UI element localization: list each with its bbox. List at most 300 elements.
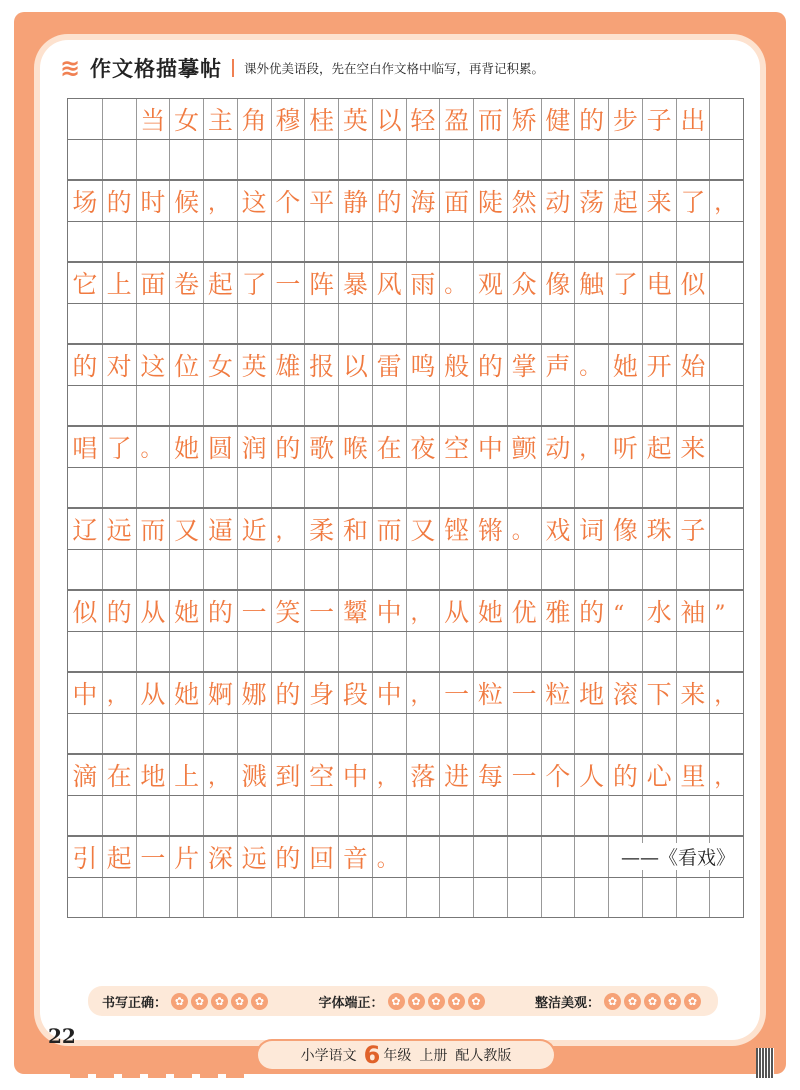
practice-cell[interactable] bbox=[676, 550, 710, 589]
eval-item-correct bbox=[102, 992, 271, 1011]
practice-cell[interactable] bbox=[102, 468, 136, 507]
flower-star-icon[interactable]: ✿ bbox=[191, 993, 208, 1010]
practice-cell[interactable] bbox=[439, 796, 473, 835]
practice-cell[interactable] bbox=[608, 222, 642, 261]
practice-cell[interactable] bbox=[507, 304, 541, 343]
grid-cell: 在 bbox=[372, 427, 406, 467]
practice-row[interactable] bbox=[67, 221, 744, 262]
practice-cell[interactable] bbox=[304, 796, 338, 835]
practice-cell[interactable] bbox=[169, 468, 203, 507]
practice-cell[interactable] bbox=[642, 386, 676, 425]
grid-cell: 场 bbox=[72, 188, 98, 217]
practice-cell[interactable] bbox=[541, 550, 575, 589]
practice-cell[interactable] bbox=[203, 632, 237, 671]
practice-cell[interactable] bbox=[271, 632, 305, 671]
practice-cell[interactable] bbox=[372, 796, 406, 835]
practice-cell[interactable] bbox=[68, 714, 102, 753]
practice-cell[interactable] bbox=[676, 222, 710, 261]
practice-row[interactable] bbox=[67, 303, 744, 344]
practice-cell[interactable] bbox=[473, 632, 507, 671]
practice-cell[interactable] bbox=[338, 140, 372, 179]
grid-cell: 婀 bbox=[203, 673, 237, 713]
practice-cell[interactable] bbox=[169, 550, 203, 589]
flower-star-icon[interactable]: ✿ bbox=[644, 993, 661, 1010]
practice-cell[interactable] bbox=[439, 468, 473, 507]
practice-cell[interactable] bbox=[338, 386, 372, 425]
practice-cell[interactable] bbox=[203, 304, 237, 343]
practice-cell[interactable] bbox=[709, 550, 743, 589]
practice-cell[interactable] bbox=[136, 468, 170, 507]
eval-item-neat-font bbox=[318, 992, 487, 1011]
practice-cell[interactable] bbox=[136, 796, 170, 835]
grid-cell: 落 bbox=[406, 755, 440, 795]
practice-cell[interactable] bbox=[541, 468, 575, 507]
practice-row[interactable] bbox=[67, 139, 744, 180]
practice-cell[interactable] bbox=[169, 878, 203, 917]
practice-cell[interactable] bbox=[439, 714, 473, 753]
practice-cell[interactable] bbox=[102, 796, 136, 835]
practice-row[interactable] bbox=[67, 631, 744, 672]
grid-cell: 角 bbox=[237, 99, 271, 139]
practice-cell[interactable] bbox=[439, 222, 473, 261]
grid-cell: 颤 bbox=[507, 427, 541, 467]
grid-cell: 海 bbox=[406, 181, 440, 221]
practice-cell[interactable] bbox=[608, 140, 642, 179]
practice-cell[interactable] bbox=[608, 796, 642, 835]
practice-cell[interactable] bbox=[507, 222, 541, 261]
practice-cell[interactable] bbox=[68, 878, 102, 917]
grid-cell: 颦 bbox=[338, 591, 372, 631]
practice-cell[interactable] bbox=[338, 550, 372, 589]
practice-cell[interactable] bbox=[574, 550, 608, 589]
practice-cell[interactable] bbox=[507, 632, 541, 671]
practice-cell[interactable] bbox=[237, 386, 271, 425]
practice-cell[interactable] bbox=[541, 878, 575, 917]
practice-cell[interactable] bbox=[676, 468, 710, 507]
grid-cell: 出 bbox=[676, 99, 710, 139]
flower-star-icon[interactable]: ✿ bbox=[604, 993, 621, 1010]
practice-cell[interactable] bbox=[203, 878, 237, 917]
grid-cell: 对 bbox=[102, 345, 136, 385]
practice-cell[interactable] bbox=[473, 468, 507, 507]
practice-cell[interactable] bbox=[372, 468, 406, 507]
practice-cell[interactable] bbox=[271, 796, 305, 835]
flower-star-icon[interactable]: ✿ bbox=[251, 993, 268, 1010]
grid-cell: 动 bbox=[541, 181, 575, 221]
flower-star-icon[interactable]: ✿ bbox=[428, 993, 445, 1010]
grid-cell: 。 bbox=[574, 345, 608, 385]
eval-label: 书写正确： bbox=[102, 995, 168, 1011]
grid-cell: 逼 bbox=[203, 509, 237, 549]
practice-cell[interactable] bbox=[68, 796, 102, 835]
practice-cell[interactable] bbox=[102, 714, 136, 753]
grid-cell: 雅 bbox=[541, 591, 575, 631]
flower-star-icon[interactable]: ✿ bbox=[408, 993, 425, 1010]
practice-row[interactable] bbox=[67, 467, 744, 508]
practice-row[interactable] bbox=[67, 549, 744, 590]
eval-label: 整洁美观： bbox=[534, 995, 600, 1011]
practice-cell[interactable] bbox=[541, 304, 575, 343]
flower-star-icon[interactable]: ✿ bbox=[388, 993, 405, 1010]
practice-cell[interactable] bbox=[709, 796, 743, 835]
grid-cell: 桂 bbox=[304, 99, 338, 139]
practice-row[interactable] bbox=[67, 795, 744, 836]
practice-cell[interactable] bbox=[676, 796, 710, 835]
practice-cell[interactable] bbox=[304, 140, 338, 179]
practice-cell[interactable] bbox=[574, 304, 608, 343]
source-credit: ——《看戏》 bbox=[619, 843, 737, 870]
grid-cell: 进 bbox=[439, 755, 473, 795]
grid-cell: 滚 bbox=[608, 673, 642, 713]
practice-cell[interactable] bbox=[642, 632, 676, 671]
practice-cell[interactable] bbox=[507, 878, 541, 917]
grid-cell: 穆 bbox=[271, 99, 305, 139]
grid-cell: 身 bbox=[304, 673, 338, 713]
decorative-tabs bbox=[70, 1058, 252, 1078]
practice-cell[interactable] bbox=[136, 550, 170, 589]
practice-cell[interactable] bbox=[439, 386, 473, 425]
practice-cell[interactable] bbox=[203, 796, 237, 835]
practice-cell[interactable] bbox=[338, 878, 372, 917]
practice-cell[interactable] bbox=[271, 386, 305, 425]
practice-cell[interactable] bbox=[338, 304, 372, 343]
practice-cell[interactable] bbox=[237, 304, 271, 343]
text-row bbox=[67, 836, 744, 877]
grid-cell: 一 bbox=[136, 837, 170, 877]
practice-cell[interactable] bbox=[473, 550, 507, 589]
practice-cell[interactable] bbox=[338, 468, 372, 507]
practice-cell[interactable] bbox=[136, 386, 170, 425]
practice-cell[interactable] bbox=[372, 550, 406, 589]
grid-cell bbox=[406, 837, 440, 877]
practice-cell[interactable] bbox=[68, 386, 102, 425]
practice-cell[interactable] bbox=[169, 714, 203, 753]
practice-cell[interactable] bbox=[642, 468, 676, 507]
practice-cell[interactable] bbox=[406, 304, 440, 343]
practice-cell[interactable] bbox=[102, 304, 136, 343]
practice-cell[interactable] bbox=[642, 550, 676, 589]
flower-star-icon[interactable]: ✿ bbox=[684, 993, 701, 1010]
grid-cell: 。 bbox=[372, 837, 406, 877]
practice-cell[interactable] bbox=[709, 386, 743, 425]
practice-cell[interactable] bbox=[473, 714, 507, 753]
grid-cell: 女 bbox=[203, 345, 237, 385]
practice-cell[interactable] bbox=[237, 714, 271, 753]
practice-cell[interactable] bbox=[271, 304, 305, 343]
practice-cell[interactable] bbox=[574, 878, 608, 917]
practice-cell[interactable] bbox=[406, 714, 440, 753]
grid-cell: 。 bbox=[439, 263, 473, 303]
grid-cell bbox=[709, 345, 743, 385]
practice-cell[interactable] bbox=[642, 796, 676, 835]
grid-cell: 来 bbox=[642, 181, 676, 221]
flower-star-icon[interactable]: ✿ bbox=[664, 993, 681, 1010]
practice-cell[interactable] bbox=[439, 878, 473, 917]
star-rating[interactable] bbox=[171, 993, 271, 1010]
grid-cell: 每 bbox=[473, 755, 507, 795]
barcode-strip bbox=[756, 1048, 774, 1078]
practice-cell[interactable] bbox=[338, 796, 372, 835]
practice-cell[interactable] bbox=[574, 386, 608, 425]
practice-cell[interactable] bbox=[271, 140, 305, 179]
practice-cell[interactable] bbox=[608, 386, 642, 425]
grid-cell: 的 bbox=[473, 345, 507, 385]
practice-cell[interactable] bbox=[439, 550, 473, 589]
practice-cell[interactable] bbox=[406, 222, 440, 261]
practice-cell[interactable] bbox=[136, 878, 170, 917]
practice-cell[interactable] bbox=[68, 304, 102, 343]
practice-cell[interactable] bbox=[439, 140, 473, 179]
grid-cell: 阵 bbox=[304, 263, 338, 303]
practice-row[interactable] bbox=[67, 713, 744, 754]
practice-cell[interactable] bbox=[608, 304, 642, 343]
grid-cell: 上 bbox=[102, 263, 136, 303]
practice-cell[interactable] bbox=[68, 468, 102, 507]
practice-cell[interactable] bbox=[304, 632, 338, 671]
practice-cell[interactable] bbox=[271, 550, 305, 589]
grid-cell: 里 bbox=[676, 755, 710, 795]
grid-cell: 来 bbox=[676, 673, 710, 713]
practice-cell[interactable] bbox=[541, 222, 575, 261]
practice-cell[interactable] bbox=[676, 714, 710, 753]
flower-star-icon[interactable]: ✿ bbox=[171, 993, 188, 1010]
practice-cell[interactable] bbox=[608, 878, 642, 917]
practice-cell[interactable] bbox=[203, 386, 237, 425]
practice-cell[interactable] bbox=[304, 468, 338, 507]
practice-cell[interactable] bbox=[676, 386, 710, 425]
practice-cell[interactable] bbox=[304, 550, 338, 589]
star-rating[interactable] bbox=[388, 993, 488, 1010]
practice-cell[interactable] bbox=[102, 140, 136, 179]
grid-cell: 的 bbox=[72, 352, 98, 381]
practice-cell[interactable] bbox=[676, 140, 710, 179]
practice-cell[interactable] bbox=[237, 468, 271, 507]
grid-cell: 而 bbox=[372, 509, 406, 549]
practice-cell[interactable] bbox=[709, 468, 743, 507]
practice-cell[interactable] bbox=[68, 550, 102, 589]
grid-cell: 陡 bbox=[473, 181, 507, 221]
grid-cell: 铿 bbox=[439, 509, 473, 549]
grid-cell: 个 bbox=[271, 181, 305, 221]
practice-cell[interactable] bbox=[338, 222, 372, 261]
practice-cell[interactable] bbox=[372, 632, 406, 671]
practice-cell[interactable] bbox=[271, 468, 305, 507]
practice-cell[interactable] bbox=[541, 714, 575, 753]
practice-cell[interactable] bbox=[237, 550, 271, 589]
practice-cell[interactable] bbox=[574, 714, 608, 753]
practice-cell[interactable] bbox=[676, 304, 710, 343]
practice-cell[interactable] bbox=[507, 468, 541, 507]
grid-cell: ， bbox=[271, 509, 305, 549]
practice-cell[interactable] bbox=[406, 632, 440, 671]
practice-cell[interactable] bbox=[709, 140, 743, 179]
grid-cell: 观 bbox=[473, 263, 507, 303]
star-rating[interactable] bbox=[604, 993, 704, 1010]
practice-cell[interactable] bbox=[608, 632, 642, 671]
practice-cell[interactable] bbox=[541, 796, 575, 835]
grid-cell: 了 bbox=[237, 263, 271, 303]
practice-cell[interactable] bbox=[574, 222, 608, 261]
practice-cell[interactable] bbox=[203, 550, 237, 589]
practice-cell[interactable] bbox=[372, 386, 406, 425]
practice-cell[interactable] bbox=[68, 222, 102, 261]
practice-cell[interactable] bbox=[338, 632, 372, 671]
practice-cell[interactable] bbox=[169, 222, 203, 261]
practice-cell[interactable] bbox=[304, 386, 338, 425]
practice-cell[interactable] bbox=[136, 304, 170, 343]
practice-cell[interactable] bbox=[507, 714, 541, 753]
practice-cell[interactable] bbox=[473, 878, 507, 917]
grid-cell: 滴 bbox=[72, 762, 98, 791]
practice-cell[interactable] bbox=[507, 140, 541, 179]
practice-cell[interactable] bbox=[68, 140, 102, 179]
practice-cell[interactable] bbox=[237, 878, 271, 917]
practice-cell[interactable] bbox=[271, 222, 305, 261]
practice-cell[interactable] bbox=[473, 796, 507, 835]
practice-cell[interactable] bbox=[102, 222, 136, 261]
practice-cell[interactable] bbox=[237, 140, 271, 179]
text-row bbox=[67, 98, 744, 139]
practice-cell[interactable] bbox=[608, 714, 642, 753]
practice-cell[interactable] bbox=[136, 714, 170, 753]
flower-star-icon[interactable]: ✿ bbox=[624, 993, 641, 1010]
practice-cell[interactable] bbox=[203, 468, 237, 507]
practice-cell[interactable] bbox=[709, 222, 743, 261]
practice-cell[interactable] bbox=[169, 386, 203, 425]
practice-cell[interactable] bbox=[608, 468, 642, 507]
grid-cell: 像 bbox=[541, 263, 575, 303]
practice-cell[interactable] bbox=[304, 222, 338, 261]
practice-cell[interactable] bbox=[676, 632, 710, 671]
practice-cell[interactable] bbox=[439, 304, 473, 343]
practice-cell[interactable] bbox=[237, 796, 271, 835]
practice-cell[interactable] bbox=[237, 632, 271, 671]
practice-cell[interactable] bbox=[642, 304, 676, 343]
practice-cell[interactable] bbox=[406, 140, 440, 179]
practice-cell[interactable] bbox=[271, 878, 305, 917]
practice-cell[interactable] bbox=[642, 714, 676, 753]
practice-cell[interactable] bbox=[338, 714, 372, 753]
practice-cell[interactable] bbox=[304, 878, 338, 917]
practice-cell[interactable] bbox=[68, 632, 102, 671]
practice-cell[interactable] bbox=[372, 140, 406, 179]
grid-cell: 润 bbox=[237, 427, 271, 467]
grid-cell bbox=[507, 837, 541, 877]
practice-cell[interactable] bbox=[136, 140, 170, 179]
practice-cell[interactable] bbox=[372, 222, 406, 261]
practice-cell[interactable] bbox=[473, 304, 507, 343]
grid-cell: 健 bbox=[541, 99, 575, 139]
practice-cell[interactable] bbox=[541, 632, 575, 671]
grid-cell: 下 bbox=[642, 673, 676, 713]
practice-cell[interactable] bbox=[169, 304, 203, 343]
grid-cell bbox=[473, 837, 507, 877]
practice-cell[interactable] bbox=[237, 222, 271, 261]
practice-cell[interactable] bbox=[507, 550, 541, 589]
grid-cell: ， bbox=[203, 755, 237, 795]
flower-star-icon[interactable]: ✿ bbox=[468, 993, 485, 1010]
practice-cell[interactable] bbox=[574, 796, 608, 835]
practice-cell[interactable] bbox=[642, 222, 676, 261]
practice-cell[interactable] bbox=[271, 714, 305, 753]
grid-cell bbox=[102, 99, 136, 139]
practice-cell[interactable] bbox=[102, 878, 136, 917]
grid-cell: 段 bbox=[338, 673, 372, 713]
practice-cell[interactable] bbox=[169, 632, 203, 671]
practice-cell[interactable] bbox=[473, 140, 507, 179]
practice-cell[interactable] bbox=[642, 878, 676, 917]
grid-cell: 雷 bbox=[372, 345, 406, 385]
flower-star-icon[interactable]: ✿ bbox=[211, 993, 228, 1010]
grid-cell: 起 bbox=[203, 263, 237, 303]
grid-cell: 她 bbox=[608, 345, 642, 385]
practice-cell[interactable] bbox=[304, 714, 338, 753]
text-row bbox=[67, 672, 744, 713]
practice-cell[interactable] bbox=[574, 468, 608, 507]
practice-cell[interactable] bbox=[574, 632, 608, 671]
practice-cell[interactable] bbox=[608, 550, 642, 589]
practice-cell[interactable] bbox=[372, 878, 406, 917]
practice-cell[interactable] bbox=[541, 140, 575, 179]
practice-cell[interactable] bbox=[406, 386, 440, 425]
practice-cell[interactable] bbox=[406, 796, 440, 835]
practice-cell[interactable] bbox=[541, 386, 575, 425]
practice-cell[interactable] bbox=[507, 796, 541, 835]
grid-cell: 空 bbox=[304, 755, 338, 795]
grid-cell: 粒 bbox=[473, 673, 507, 713]
grid-cell: 一 bbox=[507, 755, 541, 795]
grid-cell: 中 bbox=[72, 680, 98, 709]
practice-cell[interactable] bbox=[136, 222, 170, 261]
practice-cell[interactable] bbox=[406, 878, 440, 917]
practice-cell[interactable] bbox=[169, 796, 203, 835]
practice-cell[interactable] bbox=[169, 140, 203, 179]
practice-cell[interactable] bbox=[102, 386, 136, 425]
grid-cell: 的 bbox=[102, 181, 136, 221]
practice-cell[interactable] bbox=[439, 632, 473, 671]
practice-row[interactable] bbox=[67, 877, 744, 918]
practice-cell[interactable] bbox=[102, 632, 136, 671]
practice-cell[interactable] bbox=[203, 714, 237, 753]
practice-cell[interactable] bbox=[304, 304, 338, 343]
practice-cell[interactable] bbox=[406, 550, 440, 589]
practice-cell[interactable] bbox=[372, 304, 406, 343]
practice-cell[interactable] bbox=[642, 140, 676, 179]
practice-cell[interactable] bbox=[406, 468, 440, 507]
flower-star-icon[interactable]: ✿ bbox=[448, 993, 465, 1010]
flower-star-icon[interactable]: ✿ bbox=[231, 993, 248, 1010]
practice-cell[interactable] bbox=[709, 304, 743, 343]
practice-cell[interactable] bbox=[203, 140, 237, 179]
practice-cell[interactable] bbox=[507, 386, 541, 425]
practice-row[interactable] bbox=[67, 385, 744, 426]
practice-cell[interactable] bbox=[709, 878, 743, 917]
practice-cell[interactable] bbox=[473, 222, 507, 261]
practice-cell[interactable] bbox=[372, 714, 406, 753]
practice-cell[interactable] bbox=[102, 550, 136, 589]
practice-cell[interactable] bbox=[709, 714, 743, 753]
grid-cell: ” bbox=[709, 591, 743, 631]
grid-cell: 戏 bbox=[541, 509, 575, 549]
practice-cell[interactable] bbox=[203, 222, 237, 261]
practice-cell[interactable] bbox=[473, 386, 507, 425]
practice-cell[interactable] bbox=[136, 632, 170, 671]
practice-cell[interactable] bbox=[709, 632, 743, 671]
page-number: 22 bbox=[48, 1024, 76, 1048]
practice-cell[interactable] bbox=[676, 878, 710, 917]
grid-cell: 柔 bbox=[304, 509, 338, 549]
practice-cell[interactable] bbox=[574, 140, 608, 179]
